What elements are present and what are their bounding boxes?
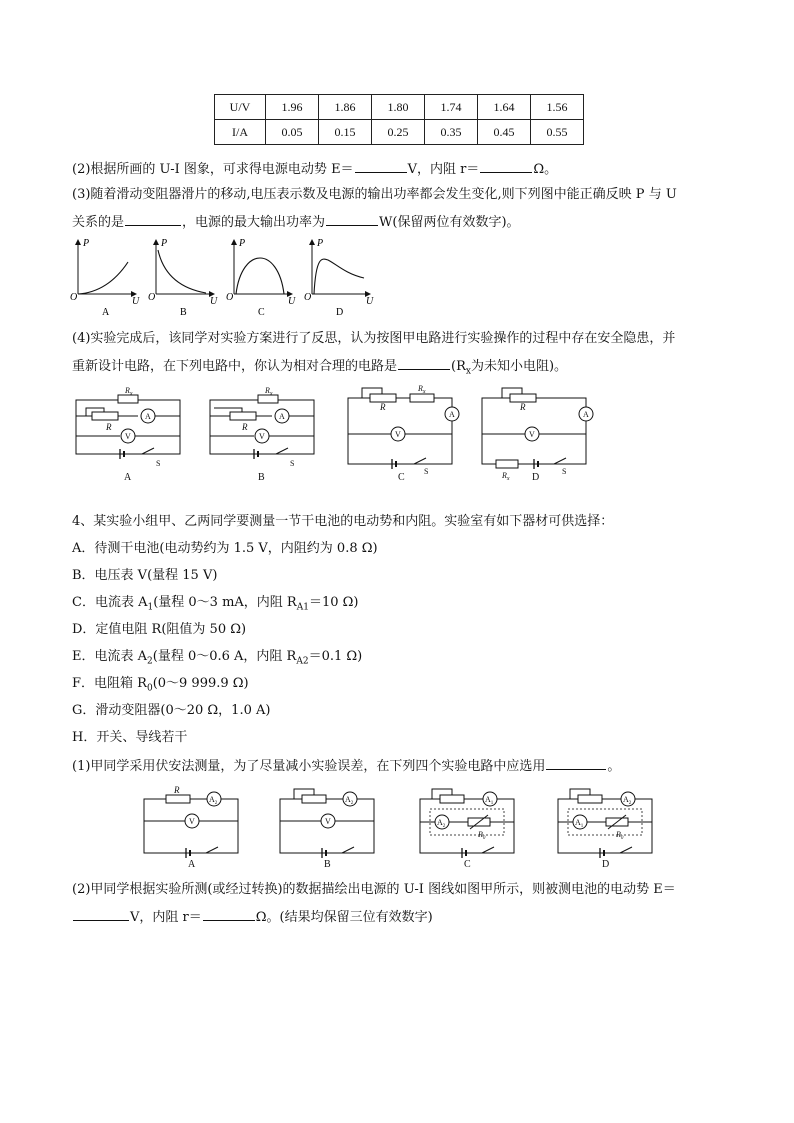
circuit-label: A [188, 859, 196, 870]
option-f [72, 676, 249, 697]
question-4-line1: (4)实验完成后，该同学对实验方案进行了反思，认为按图甲电路进行实验操作的过程中存在安全隐患，并 [72, 331, 676, 346]
option-c [72, 595, 358, 616]
table-row-voltage [215, 95, 584, 120]
pu-graph-b [148, 238, 218, 318]
subscript: A2 [296, 656, 309, 667]
circuit-label: D [602, 859, 610, 870]
subscript: 2 [147, 656, 153, 667]
table-cell: I/A [215, 120, 266, 145]
circuit-label: C [398, 472, 405, 483]
origin-label: O [304, 292, 312, 303]
rheostat-label: R [380, 402, 386, 412]
axis-label-u: U [210, 296, 218, 307]
graph-label: D [336, 307, 344, 318]
question-4-line2 [72, 357, 567, 380]
subscript: x [465, 366, 471, 377]
question-text: 。 [607, 759, 621, 774]
circuit2-b [280, 789, 374, 870]
option-text: ＝10 Ω) [308, 595, 359, 610]
pu-graph-c [226, 238, 296, 318]
axis-label-p: P [317, 238, 324, 249]
option-text: (量程 0～3 mA，内阻 R [153, 595, 297, 610]
voltmeter-label: V [259, 432, 265, 441]
table-cell: U/V [215, 95, 266, 120]
question-text: (R [451, 359, 466, 374]
circuit-label: C [464, 859, 471, 870]
graph-label: B [180, 307, 187, 318]
table-cell: 0.45 [478, 120, 531, 145]
problem-4-question-2-line2 [72, 908, 433, 926]
answer-blank-max-power[interactable] [326, 213, 378, 226]
option-d: D．定值电阻 R(阻值为 50 Ω) [72, 622, 247, 637]
question-text: Ω。(结果均保留三位有效数字) [255, 910, 433, 925]
rx-label: $R_x$ [125, 386, 133, 397]
circuit-b [210, 386, 314, 483]
option-e [72, 649, 362, 670]
option-text: (0～9 999.9 Ω) [152, 676, 249, 691]
r0-label: $R_0$ [616, 830, 624, 841]
answer-blank-circuit[interactable] [398, 357, 450, 370]
option-text: E．电流表 A [72, 649, 148, 664]
axis-label-p: P [83, 238, 90, 249]
ammeter-label: $A_1$ [485, 795, 494, 806]
table-cell: 1.64 [478, 95, 531, 120]
ammeter-label: $A_2$ [345, 795, 354, 806]
table-cell: 1.96 [266, 95, 319, 120]
ammeter-label: $A_1$ [575, 818, 584, 829]
problem-4-intro: 4、某实验小组甲、乙两同学要测量一节干电池的电动势和内阻。实验室有如下器材可供选择： [72, 514, 614, 529]
answer-blank-resistance[interactable] [203, 908, 255, 921]
circuit-label: D [532, 472, 540, 483]
voltmeter-label: V [325, 817, 331, 826]
circuit-label: A [124, 472, 132, 483]
circuit-diagrams-set2 [144, 785, 664, 869]
question-text: 为未知小电阻)。 [470, 359, 568, 374]
voltmeter-label: V [125, 432, 131, 441]
circuit2-c [420, 789, 514, 870]
switch-label: S [290, 459, 295, 468]
table-cell: 1.80 [372, 95, 425, 120]
axis-label-u: U [288, 296, 296, 307]
question-text: Ω。 [533, 162, 558, 177]
question-text: 关系的是 [72, 215, 125, 230]
answer-blank-resistance[interactable] [480, 160, 532, 173]
answer-blank-emf[interactable] [73, 908, 129, 921]
option-g: G．滑动变阻器(0～20 Ω，1.0 A) [72, 703, 271, 718]
graph-label: A [102, 307, 110, 318]
subscript: A1 [296, 602, 309, 613]
option-text: ＝0.1 Ω) [308, 649, 363, 664]
circuit2-d [558, 789, 652, 870]
subscript: 0 [146, 683, 153, 694]
voltmeter-label: V [395, 430, 401, 439]
circuit-diagrams-set1 [72, 382, 612, 482]
pu-graph-d [304, 238, 374, 318]
axis-label-u: U [366, 296, 374, 307]
r0-label: $R_0$ [478, 830, 486, 841]
rheostat-label: R [242, 422, 248, 432]
answer-blank-emf[interactable] [355, 160, 407, 173]
circuit-d [482, 388, 593, 483]
ammeter-label: $A_2$ [623, 795, 632, 806]
option-h: H．开关、导线若干 [72, 730, 188, 745]
table-cell: 0.05 [266, 120, 319, 145]
ammeter-label: A [449, 410, 455, 419]
question-text: 重新设计电路，在下列电路中，你认为相对合理的电路是 [72, 359, 398, 374]
table-cell: 1.56 [531, 95, 584, 120]
switch-label: S [156, 459, 161, 468]
rheostat-label: R [520, 402, 526, 412]
origin-label: O [148, 292, 156, 303]
resistor-label: R [174, 785, 180, 795]
axis-label-p: P [239, 238, 246, 249]
option-text: F．电阻箱 R [72, 676, 147, 691]
graph-label: C [258, 307, 265, 318]
question-3-line2 [72, 213, 520, 231]
question-3-line1: (3)随着滑动变阻器滑片的移动,电压表示数及电源的输出功率都会发生变化,则下列图中能正确反映 P 与 U [72, 187, 677, 202]
ammeter-label: A [279, 412, 285, 421]
table-cell: 0.35 [425, 120, 478, 145]
question-text: (1)甲同学采用伏安法测量，为了尽量减小实验误差，在下列四个实验电路中应选用 [72, 759, 546, 774]
ui-data-table [214, 94, 584, 145]
rheostat-label: R [106, 422, 112, 432]
table-cell: 1.86 [319, 95, 372, 120]
origin-label: O [70, 292, 78, 303]
table-row-current [215, 120, 584, 145]
table-cell: 1.74 [425, 95, 478, 120]
problem-4-question-2-line1: (2)甲同学根据实验所测(或经过转换)的数据描绘出电源的 U-I 图线如图甲所示，则被测电池的电动势 E＝ [72, 882, 676, 897]
rx-label: $R_x$ [502, 471, 510, 482]
question-text: V，内阻 r＝ [407, 162, 480, 177]
subscript: 1 [147, 602, 154, 613]
ammeter-label: A [583, 410, 589, 419]
voltmeter-label: V [189, 817, 195, 826]
table-cell: 0.55 [531, 120, 584, 145]
question-text: ，电源的最大输出功率为 [182, 215, 326, 230]
circuit-a [76, 386, 180, 483]
problem-4-question-1 [72, 757, 620, 775]
ammeter-label: A [145, 412, 151, 421]
option-text: (量程 0～0.6 A，内阻 R [152, 649, 297, 664]
ammeter-label: $A_2$ [209, 795, 218, 806]
option-b: B．电压表 V(量程 15 V) [72, 568, 218, 583]
table-cell: 0.15 [319, 120, 372, 145]
rx-label: $R_x$ [265, 386, 273, 397]
table-cell: 0.25 [372, 120, 425, 145]
question-text: (2)根据所画的 U-I 图象，可求得电源电动势 E＝ [72, 162, 354, 177]
circuit-label: B [324, 859, 331, 870]
axis-label-p: P [161, 238, 168, 249]
ammeter-label: $A_2$ [437, 818, 446, 829]
circuit2-a [144, 785, 238, 870]
switch-label: S [562, 467, 567, 476]
question-2 [72, 160, 557, 178]
circuit-label: B [258, 472, 265, 483]
axis-label-u: U [132, 296, 140, 307]
rx-label: $R_x$ [418, 384, 426, 395]
voltmeter-label: V [529, 430, 535, 439]
switch-label: S [424, 467, 429, 476]
origin-label: O [226, 292, 234, 303]
answer-blank-circuit-choice[interactable] [546, 757, 606, 770]
option-text: C．电流表 A [72, 595, 148, 610]
pu-graphs [66, 236, 386, 320]
pu-graph-a [70, 238, 140, 318]
question-text: V，内阻 r＝ [130, 910, 202, 925]
question-text: W(保留两位有效数字)。 [379, 215, 520, 230]
option-a: A．待测干电池(电动势约为 1.5 V，内阻约为 0.8 Ω) [72, 541, 378, 556]
circuit-c [348, 384, 459, 483]
answer-blank-graph[interactable] [125, 213, 181, 226]
